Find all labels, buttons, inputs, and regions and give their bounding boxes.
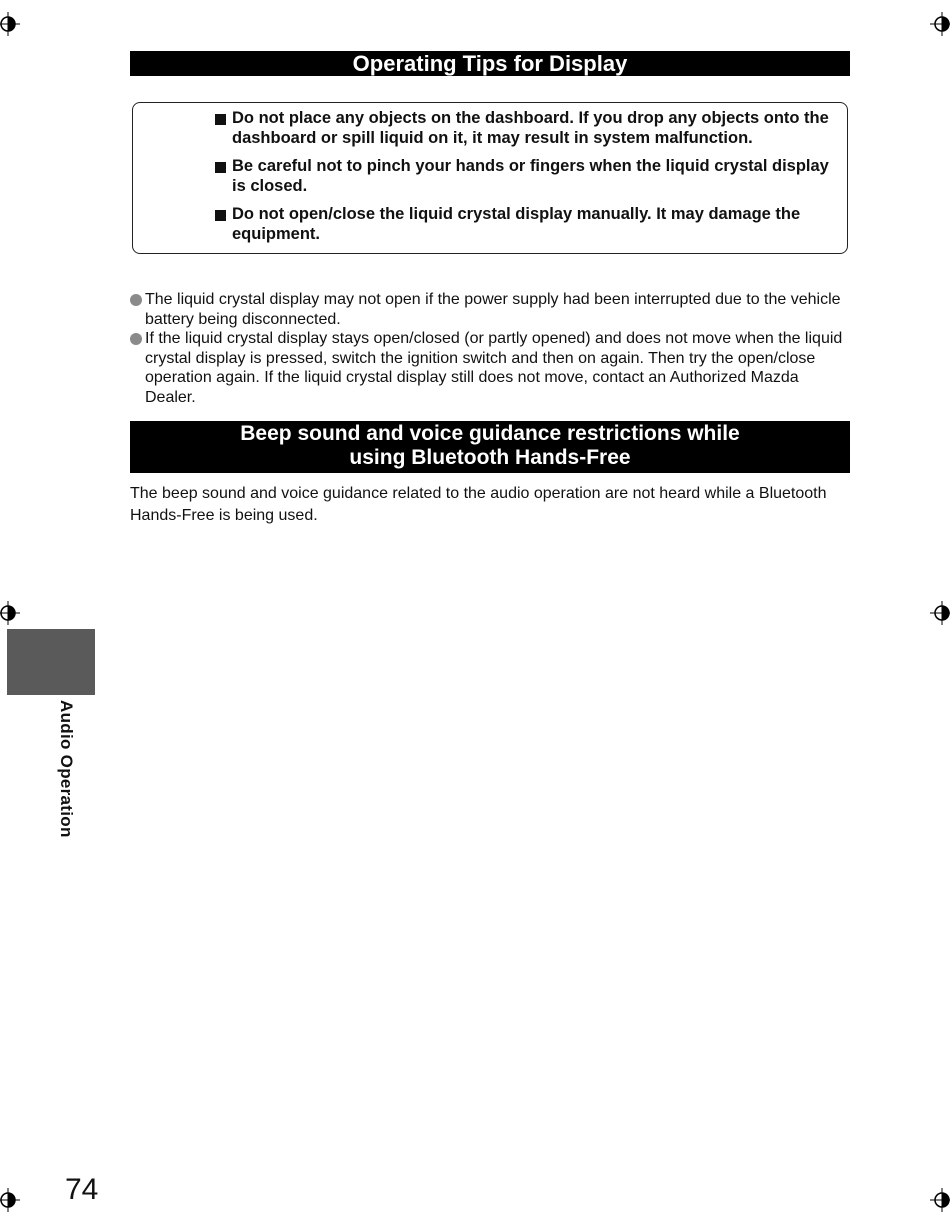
square-bullet-icon bbox=[215, 162, 226, 173]
note-item bbox=[130, 329, 852, 407]
registration-mark-icon bbox=[930, 12, 950, 36]
registration-mark-icon bbox=[0, 12, 20, 36]
note-text: If the liquid crystal display stays open/closed (or partly opened) and does not move when the liquid crystal display is pressed, switch the ignition switch and then on again. Then try the open/close operation again. If the liquid crystal display still does not move, contact an Authorized Mazda Dealer. bbox=[145, 330, 843, 406]
registration-mark-icon bbox=[930, 1188, 950, 1212]
square-bullet-icon bbox=[215, 114, 226, 125]
registration-mark-icon bbox=[930, 601, 950, 625]
body-paragraph: The beep sound and voice guidance related to the audio operation are not heard while a Bluetooth Hands-Free is being used. bbox=[130, 485, 827, 524]
note-item bbox=[130, 290, 852, 329]
circle-bullet-icon bbox=[130, 294, 142, 306]
note-text: The liquid crystal display may not open if the power supply had been interrupted due to the vehicle battery being disconnected. bbox=[145, 291, 841, 328]
registration-mark-icon bbox=[0, 1188, 20, 1212]
caution-text: Do not open/close the liquid crystal display manually. It may damage the equipment. bbox=[232, 205, 801, 243]
caution-item bbox=[215, 205, 837, 244]
circle-bullet-icon bbox=[130, 333, 142, 345]
page-number: 74 bbox=[65, 1173, 99, 1206]
caution-list bbox=[215, 109, 837, 253]
section-heading-operating-tips: Operating Tips for Display bbox=[130, 51, 850, 76]
section-heading-line: using Bluetooth Hands-Free bbox=[349, 446, 631, 469]
caution-item bbox=[215, 109, 837, 148]
chapter-label: Audio Operation bbox=[57, 700, 76, 838]
caution-text: Do not place any objects on the dashboard. If you drop any objects onto the dashboard or spill liquid on it, it may result in system malfunction. bbox=[232, 109, 829, 147]
registration-mark-icon bbox=[0, 601, 20, 625]
chapter-tab bbox=[7, 629, 95, 695]
caution-box bbox=[132, 102, 848, 254]
section-heading-line: Beep sound and voice guidance restrictions while bbox=[240, 422, 740, 445]
caution-item bbox=[215, 157, 837, 196]
section-heading-beep-sound bbox=[130, 421, 850, 473]
square-bullet-icon bbox=[215, 210, 226, 221]
note-list bbox=[130, 290, 852, 408]
caution-text: Be careful not to pinch your hands or fingers when the liquid crystal display is closed. bbox=[232, 157, 829, 195]
